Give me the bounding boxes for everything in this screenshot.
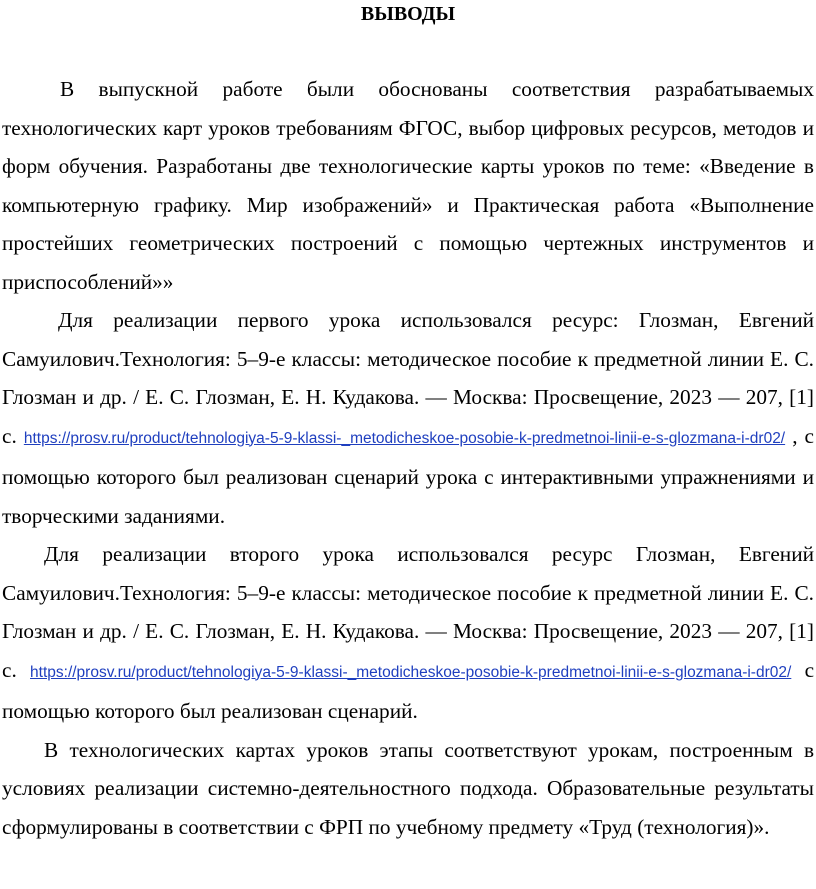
- paragraph-first-lesson-text: Для реализации первого урока использовался ресурс: Глозман, Евгений Самуилович.Технология: 5–9-е классы: методическое пособие к предметной линии Е. С. Глозман и др. / Е. С. Глозман, Е. Н. Кудакова. — Москва: Просвещение, 2023 — 207, [1] с.: [2, 308, 814, 448]
- paragraph-second-lesson-tail: с помощью которого был реализован сценарий.: [2, 657, 815, 723]
- document-body: [2, 70, 814, 846]
- resource-link-first-lesson[interactable]: https://prosv.ru/product/tehnologiya-5-9-klassi-_metodicheskoe-posobie-k-predmetnoi-linii-e-s-glozmana-i-dr02/: [23, 429, 786, 447]
- document-title: ВЫВОДЫ: [360, 3, 456, 25]
- paragraph-second-lesson-text: Для реализации второго урока использовался ресурс Глозман, Евгений Самуилович.Технология: 5–9-е классы: методическое пособие к предметной линии Е. С. Глозман и др. / Е. С. Глозман, Е. Н. Кудакова. — Москва: Просвещение, 2023 — 207, [1] с.: [2, 542, 814, 682]
- paragraph-second-lesson: [2, 535, 814, 731]
- resource-link-second-lesson[interactable]: https://prosv.ru/product/tehnologiya-5-9-klassi-_metodicheskoe-posobie-k-predmetnoi-linii-e-s-glozmana-i-dr02/: [30, 663, 792, 681]
- paragraph-first-lesson: [2, 301, 814, 535]
- paragraph-summary: В выпускной работе были обоснованы соответствия разрабатываемых технологических карт уроков требованиям ФГОС, выбор цифровых ресурсов, методов и форм обучения. Разработаны две технологические карты уроков по теме: «Введение в компьютерную графику. Мир изображений» и Практическая работа «Выполнение простейших геометрических построений с помощью чертежных инструментов и приспособлений»»: [2, 77, 814, 294]
- paragraph-first-lesson-tail: , с помощью которого был реализован сценарий урока с интерактивными упражнениями и творческими заданиями.: [2, 423, 815, 528]
- paragraph-results: В технологических картах уроков этапы соответствуют урокам, построенным в условиях реализации системно-деятельностного подхода. Образовательные результаты сформулированы в соответствии с ФРП по учебному предмету «Труд (технология)».: [2, 737, 814, 839]
